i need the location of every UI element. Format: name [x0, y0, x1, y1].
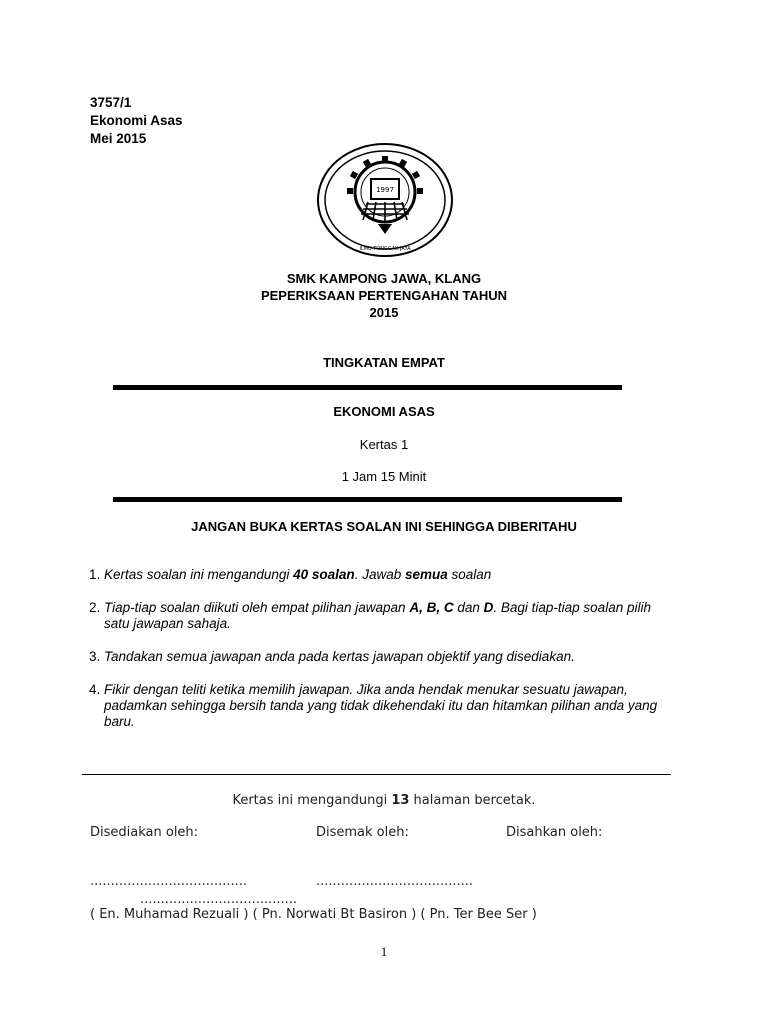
checked-by-label: Disemak oleh:	[316, 825, 409, 840]
paper-kertas: Kertas 1	[359, 437, 409, 452]
signature-line-approved: ......................................	[140, 892, 298, 907]
top-thick-rule	[113, 385, 622, 390]
exam-year: 2015	[369, 305, 399, 320]
prepared-by-label: Disediakan oleh:	[90, 825, 199, 840]
form-level: TINGKATAN EMPAT	[323, 355, 445, 370]
approved-by-label: Disahkan oleh:	[506, 825, 603, 840]
exam-name: PEPERIKSAAN PERTENGAHAN TAHUN	[260, 288, 508, 303]
footer-rule	[82, 774, 671, 775]
svg-text:1997: 1997	[376, 186, 394, 194]
paper-header	[90, 94, 183, 148]
school-title-block	[0, 270, 768, 321]
paper-title: EKONOMI ASAS	[333, 404, 435, 419]
instruction-item: 1. Kertas soalan ini mengandungi 40 soalan. Jawab semua soalan	[89, 567, 492, 582]
signature-line-prepared: ......................................	[90, 874, 248, 889]
paper-duration: 1 Jam 15 Minit	[341, 469, 427, 484]
signatory-names: ( En. Muhamad Rezuali ) ( Pn. Norwati Bt Basiron ) ( Pn. Ter Bee Ser )	[90, 907, 537, 922]
instruction-item: 3. Tandakan semua jawapan anda pada kertas jawapan objektif yang disediakan.	[89, 649, 575, 664]
warning-text: JANGAN BUKA KERTAS SOALAN INI SEHINGGA DIBERITAHU	[191, 519, 577, 534]
signature-line-checked: ......................................	[316, 874, 474, 889]
instruction-item: 2. Tiap-tiap soalan diikuti oleh empat pilihan jawapan A, B, C dan D. Bagi tiap-tiap soalan pilih satu jawapan sahaja.	[89, 600, 651, 631]
bottom-thick-rule	[113, 497, 622, 502]
svg-text:ILMU TONGGAK JAYA: ILMU TONGGAK JAYA	[359, 246, 411, 252]
page-count-text: Kertas ini mengandungi 13 halaman bercetak.	[232, 793, 536, 808]
instruction-item: 4. Fikir dengan teliti ketika memilih jawapan. Jika anda hendak menukar sesuatu jawapan, padamkan sehingga bersih tanda yang tidak dikehendaki itu dan hitamkan pilihan anda yang baru.	[89, 682, 658, 729]
school-name: SMK KAMPONG JAWA, KLANG	[286, 271, 482, 286]
paper-subject: Ekonomi Asas	[90, 113, 183, 128]
page-number: 1	[380, 944, 388, 959]
paper-date: Mei 2015	[90, 131, 147, 146]
school-seal-icon	[316, 142, 454, 260]
paper-code: 3757/1	[90, 95, 132, 110]
